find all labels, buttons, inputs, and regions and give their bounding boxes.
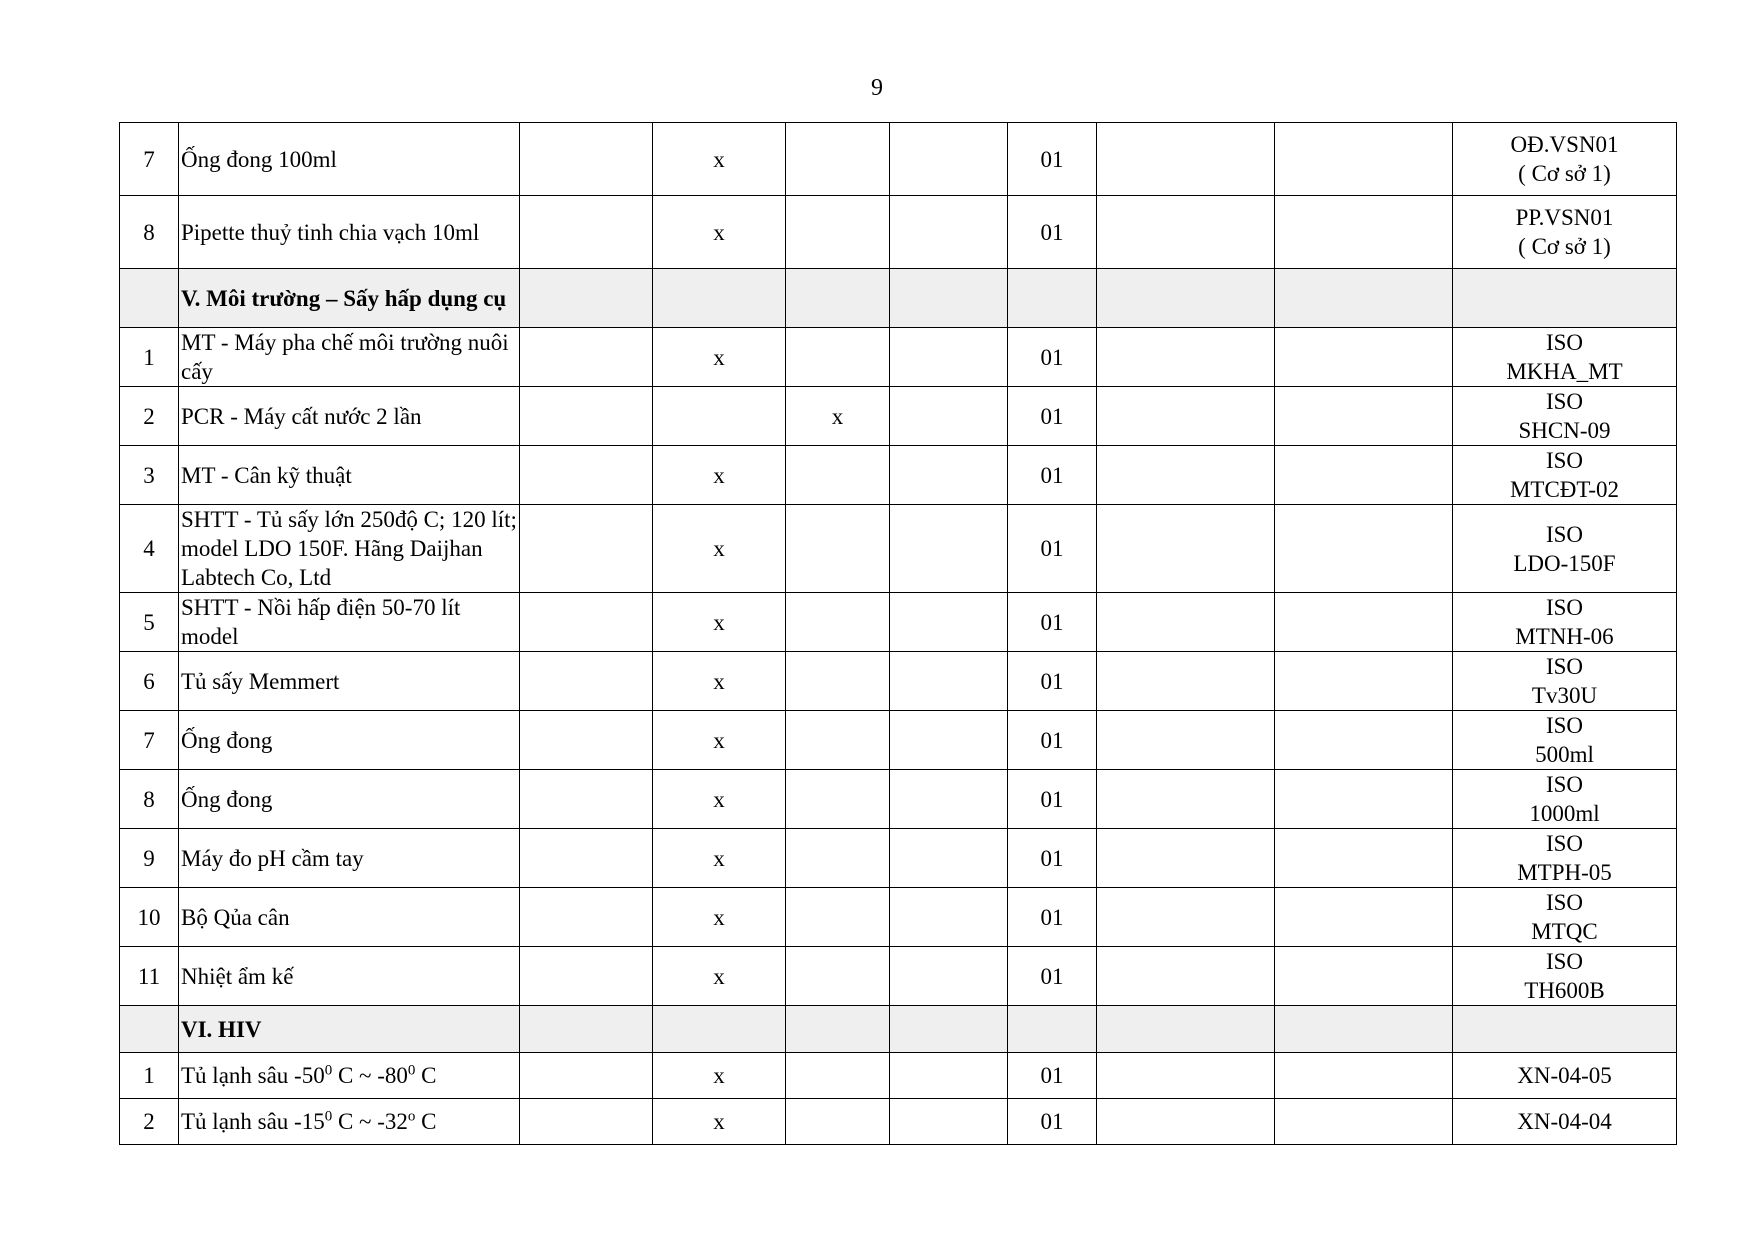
quantity-cell: 01 xyxy=(1008,446,1097,505)
col-2-cell: x xyxy=(653,888,786,947)
col-5-cell xyxy=(1097,328,1275,387)
code-line-2: 1000ml xyxy=(1529,801,1600,826)
equipment-table xyxy=(119,122,1677,1145)
section-empty-cell xyxy=(1097,1006,1275,1053)
code-line-2: 500ml xyxy=(1535,742,1594,767)
equipment-name xyxy=(179,1053,520,1099)
section-empty-cell xyxy=(1453,1006,1677,1053)
code-line-1: ISO xyxy=(1545,448,1584,473)
col-2-cell xyxy=(653,387,786,446)
equipment-name: Máy đo pH cầm tay xyxy=(179,829,520,888)
section-empty-cell xyxy=(653,1006,786,1053)
code-cell xyxy=(1453,387,1677,446)
section-empty-cell xyxy=(120,1006,179,1053)
col-1-cell xyxy=(520,829,653,888)
col-1-cell xyxy=(520,123,653,196)
name-part: Tủ lạnh sâu -50 xyxy=(181,1063,325,1088)
equipment-name: Ống đong 100ml xyxy=(179,123,520,196)
code-line-2: TH600B xyxy=(1524,978,1605,1003)
row-number: 7 xyxy=(120,123,179,196)
code-line-1: ISO xyxy=(1545,890,1584,915)
code-cell xyxy=(1453,123,1677,196)
table-row xyxy=(120,387,1677,446)
col-2-cell: x xyxy=(653,196,786,269)
row-number: 1 xyxy=(120,328,179,387)
equipment-name: Ống đong xyxy=(179,711,520,770)
col-3-cell xyxy=(786,593,890,652)
equipment-name: SHTT - Tủ sấy lớn 250độ C; 120 lít; model LDO 150F. Hãng Daijhan Labtech Co, Ltd xyxy=(179,505,520,593)
col-5-cell xyxy=(1097,947,1275,1006)
col-4-cell xyxy=(890,888,1008,947)
row-number: 9 xyxy=(120,829,179,888)
col-6-cell xyxy=(1275,888,1453,947)
col-6-cell xyxy=(1275,1053,1453,1099)
col-1-cell xyxy=(520,770,653,829)
equipment-name: SHTT - Nồi hấp điện 50-70 lít model xyxy=(179,593,520,652)
code-line-2: MTCĐT-02 xyxy=(1509,477,1620,502)
col-6-cell xyxy=(1275,387,1453,446)
col-1-cell xyxy=(520,446,653,505)
col-6-cell xyxy=(1275,446,1453,505)
degree-superscript: 0 xyxy=(324,1108,333,1125)
name-part: C xyxy=(415,1109,437,1134)
code-line-1: ISO xyxy=(1545,389,1584,414)
equipment-name: PCR - Máy cất nước 2 lần xyxy=(179,387,520,446)
quantity-cell: 01 xyxy=(1008,328,1097,387)
code-cell xyxy=(1453,593,1677,652)
col-5-cell xyxy=(1097,1053,1275,1099)
col-6-cell xyxy=(1275,1099,1453,1145)
page-number: 9 xyxy=(871,75,883,101)
col-1-cell xyxy=(520,1099,653,1145)
section-empty-cell xyxy=(653,269,786,328)
equipment-name: Nhiệt ẩm kế xyxy=(179,947,520,1006)
code-cell xyxy=(1453,446,1677,505)
equipment-name: Tủ sấy Memmert xyxy=(179,652,520,711)
section-title: VI. HIV xyxy=(179,1006,520,1053)
col-3-cell xyxy=(786,770,890,829)
col-3-cell xyxy=(786,446,890,505)
code-line-1: ISO xyxy=(1545,521,1584,547)
quantity-cell: 01 xyxy=(1008,505,1097,593)
code-line-2: MTPH-05 xyxy=(1517,860,1612,885)
quantity-cell: 01 xyxy=(1008,123,1097,196)
col-4-cell xyxy=(890,947,1008,1006)
col-1-cell xyxy=(520,1053,653,1099)
col-6-cell xyxy=(1275,505,1453,593)
row-number: 4 xyxy=(120,505,179,593)
col-6-cell xyxy=(1275,770,1453,829)
section-empty-cell xyxy=(1097,269,1275,328)
equipment-name xyxy=(179,1099,520,1145)
quantity-cell: 01 xyxy=(1008,829,1097,888)
row-number: 11 xyxy=(120,947,179,1006)
equipment-name: Ống đong xyxy=(179,770,520,829)
col-1-cell xyxy=(520,328,653,387)
code-line-1: ISO xyxy=(1545,949,1584,974)
code-line-2: MTQC xyxy=(1531,919,1598,944)
col-6-cell xyxy=(1275,196,1453,269)
col-4-cell xyxy=(890,770,1008,829)
degree-superscript: 0 xyxy=(324,1062,333,1079)
col-1-cell xyxy=(520,593,653,652)
col-6-cell xyxy=(1275,829,1453,888)
code-line-1: ISO xyxy=(1545,654,1584,679)
quantity-cell: 01 xyxy=(1008,387,1097,446)
quantity-cell: 01 xyxy=(1008,1099,1097,1145)
col-1-cell xyxy=(520,196,653,269)
col-2-cell: x xyxy=(653,328,786,387)
row-number: 2 xyxy=(120,1099,179,1145)
row-number: 6 xyxy=(120,652,179,711)
col-5-cell xyxy=(1097,446,1275,505)
section-empty-cell xyxy=(520,1006,653,1053)
section-row xyxy=(120,269,1677,328)
col-2-cell: x xyxy=(653,123,786,196)
col-3-cell xyxy=(786,711,890,770)
code-cell xyxy=(1453,888,1677,947)
col-3-cell xyxy=(786,829,890,888)
code-cell xyxy=(1453,505,1677,593)
row-number: 8 xyxy=(120,770,179,829)
col-1-cell xyxy=(520,652,653,711)
table-row xyxy=(120,593,1677,652)
row-number: 8 xyxy=(120,196,179,269)
degree-superscript: 0 xyxy=(407,1062,416,1079)
row-number: 10 xyxy=(120,888,179,947)
section-title: V. Môi trường – Sấy hấp dụng cụ xyxy=(179,269,520,328)
col-4-cell xyxy=(890,505,1008,593)
col-1-cell xyxy=(520,387,653,446)
table-row xyxy=(120,770,1677,829)
code-cell xyxy=(1453,328,1677,387)
table-row xyxy=(120,947,1677,1006)
col-4-cell xyxy=(890,328,1008,387)
col-3-cell xyxy=(786,123,890,196)
quantity-cell: 01 xyxy=(1008,947,1097,1006)
col-4-cell xyxy=(890,652,1008,711)
table-row xyxy=(120,123,1677,196)
col-5-cell xyxy=(1097,1099,1275,1145)
col-5-cell xyxy=(1097,829,1275,888)
col-2-cell: x xyxy=(653,505,786,593)
quantity-cell: 01 xyxy=(1008,770,1097,829)
col-4-cell xyxy=(890,1099,1008,1145)
col-3-cell xyxy=(786,1099,890,1145)
table-row xyxy=(120,1053,1677,1099)
code-line-1: XN-04-05 xyxy=(1517,1063,1612,1088)
quantity-cell: 01 xyxy=(1008,711,1097,770)
col-4-cell xyxy=(890,829,1008,888)
col-2-cell: x xyxy=(653,446,786,505)
col-4-cell xyxy=(890,1053,1008,1099)
table-row xyxy=(120,1099,1677,1145)
col-1-cell xyxy=(520,947,653,1006)
code-line-2: LDO-150F xyxy=(1513,550,1616,576)
col-6-cell xyxy=(1275,123,1453,196)
row-number: 1 xyxy=(120,1053,179,1099)
section-empty-cell xyxy=(520,269,653,328)
code-line-1: PP.VSN01 xyxy=(1515,205,1614,230)
code-cell xyxy=(1453,1053,1677,1099)
code-line-1: ISO xyxy=(1545,713,1584,738)
row-number: 2 xyxy=(120,387,179,446)
col-3-cell xyxy=(786,888,890,947)
code-cell xyxy=(1453,770,1677,829)
code-line-2: MTNH-06 xyxy=(1515,624,1614,649)
col-5-cell xyxy=(1097,196,1275,269)
code-cell xyxy=(1453,652,1677,711)
table-row xyxy=(120,888,1677,947)
name-part: Tủ lạnh sâu -15 xyxy=(181,1109,325,1134)
quantity-cell: 01 xyxy=(1008,888,1097,947)
section-empty-cell xyxy=(1008,1006,1097,1053)
col-6-cell xyxy=(1275,947,1453,1006)
table-row xyxy=(120,446,1677,505)
name-part: C xyxy=(415,1063,437,1088)
code-line-2: ( Cơ sở 1) xyxy=(1518,234,1611,259)
section-empty-cell xyxy=(120,269,179,328)
col-5-cell xyxy=(1097,387,1275,446)
code-line-1: ISO xyxy=(1545,831,1584,856)
col-2-cell: x xyxy=(653,1053,786,1099)
code-line-1: XN-04-04 xyxy=(1517,1109,1612,1134)
col-2-cell: x xyxy=(653,947,786,1006)
col-5-cell xyxy=(1097,123,1275,196)
equipment-name: Pipette thuỷ tinh chia vạch 10ml xyxy=(179,196,520,269)
section-empty-cell xyxy=(786,1006,890,1053)
code-cell xyxy=(1453,711,1677,770)
code-line-1: OĐ.VSN01 xyxy=(1510,132,1619,157)
col-3-cell xyxy=(786,505,890,593)
col-6-cell xyxy=(1275,593,1453,652)
col-3-cell xyxy=(786,1053,890,1099)
section-empty-cell xyxy=(1275,1006,1453,1053)
section-empty-cell xyxy=(786,269,890,328)
col-2-cell: x xyxy=(653,770,786,829)
equipment-name: MT - Cân kỹ thuật xyxy=(179,446,520,505)
code-cell xyxy=(1453,196,1677,269)
code-line-2: SHCN-09 xyxy=(1518,418,1611,443)
section-empty-cell xyxy=(890,1006,1008,1053)
quantity-cell: 01 xyxy=(1008,196,1097,269)
section-empty-cell xyxy=(1008,269,1097,328)
section-row xyxy=(120,1006,1677,1053)
col-1-cell xyxy=(520,711,653,770)
col-6-cell xyxy=(1275,328,1453,387)
table-row xyxy=(120,711,1677,770)
quantity-cell: 01 xyxy=(1008,1053,1097,1099)
row-number: 5 xyxy=(120,593,179,652)
col-5-cell xyxy=(1097,770,1275,829)
col-4-cell xyxy=(890,387,1008,446)
col-3-cell xyxy=(786,328,890,387)
code-line-1: ISO xyxy=(1545,595,1584,620)
col-6-cell xyxy=(1275,711,1453,770)
col-3-cell xyxy=(786,947,890,1006)
col-4-cell xyxy=(890,593,1008,652)
table-row xyxy=(120,652,1677,711)
code-cell xyxy=(1453,1099,1677,1145)
degree-superscript: o xyxy=(407,1108,416,1125)
quantity-cell: 01 xyxy=(1008,593,1097,652)
col-4-cell xyxy=(890,123,1008,196)
col-5-cell xyxy=(1097,593,1275,652)
col-5-cell xyxy=(1097,711,1275,770)
col-2-cell: x xyxy=(653,829,786,888)
row-number: 7 xyxy=(120,711,179,770)
code-line-2: Tv30U xyxy=(1531,683,1598,708)
code-line-2: MKHA_MT xyxy=(1506,359,1623,384)
col-4-cell xyxy=(890,711,1008,770)
col-1-cell xyxy=(520,505,653,593)
col-2-cell: x xyxy=(653,593,786,652)
code-line-1: ISO xyxy=(1545,330,1584,355)
row-number: 3 xyxy=(120,446,179,505)
name-part: C ~ -32 xyxy=(332,1109,408,1134)
col-2-cell: x xyxy=(653,711,786,770)
code-cell xyxy=(1453,947,1677,1006)
col-3-cell: x xyxy=(786,387,890,446)
equipment-name: MT - Máy pha chế môi trường nuôi cấy xyxy=(179,328,520,387)
quantity-cell: 01 xyxy=(1008,652,1097,711)
table-row xyxy=(120,829,1677,888)
col-6-cell xyxy=(1275,652,1453,711)
code-line-1: ISO xyxy=(1545,772,1584,797)
table-row xyxy=(120,196,1677,269)
col-2-cell: x xyxy=(653,1099,786,1145)
code-cell xyxy=(1453,829,1677,888)
equipment-name: Bộ Qủa cân xyxy=(179,888,520,947)
col-5-cell xyxy=(1097,652,1275,711)
table-row xyxy=(120,328,1677,387)
col-4-cell xyxy=(890,446,1008,505)
col-2-cell: x xyxy=(653,652,786,711)
code-line-2: ( Cơ sở 1) xyxy=(1518,161,1611,186)
col-3-cell xyxy=(786,652,890,711)
col-3-cell xyxy=(786,196,890,269)
section-empty-cell xyxy=(1453,269,1677,328)
col-5-cell xyxy=(1097,505,1275,593)
col-5-cell xyxy=(1097,888,1275,947)
section-empty-cell xyxy=(890,269,1008,328)
table-row xyxy=(120,505,1677,593)
name-part: C ~ -80 xyxy=(332,1063,408,1088)
section-empty-cell xyxy=(1275,269,1453,328)
col-1-cell xyxy=(520,888,653,947)
col-4-cell xyxy=(890,196,1008,269)
